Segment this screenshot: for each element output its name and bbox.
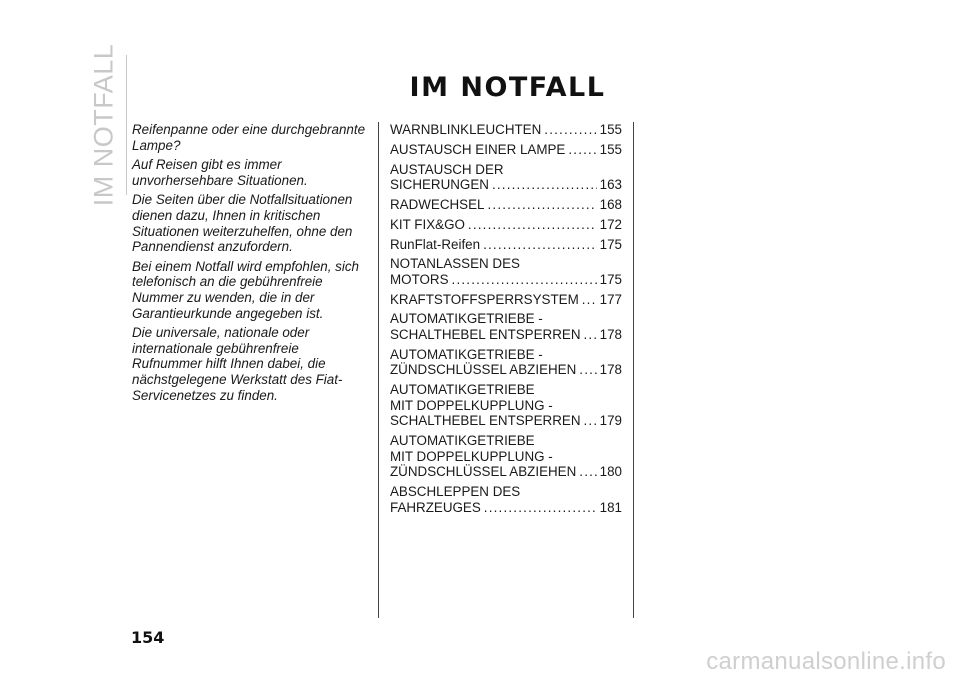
toc-page-number: 155 xyxy=(599,122,622,137)
toc-dot-leader xyxy=(492,177,597,193)
toc-entry-label: FAHRZEUGES xyxy=(390,499,481,515)
toc-entry[interactable] xyxy=(390,162,622,193)
side-tab-label: IM NOTFALL xyxy=(88,43,119,207)
toc-dot-leader xyxy=(488,197,597,213)
toc-dot-leader xyxy=(584,413,597,429)
toc-page-number: 180 xyxy=(599,464,622,480)
toc-entry-label: AUTOMATIKGETRIEBE - xyxy=(390,346,543,362)
toc-entry-label: SICHERUNGEN xyxy=(390,177,489,193)
table-of-contents xyxy=(390,122,622,520)
toc-entry[interactable] xyxy=(390,347,622,378)
toc-entry[interactable] xyxy=(390,484,622,515)
toc-page-number: 178 xyxy=(599,327,622,343)
toc-entry[interactable] xyxy=(390,197,622,213)
toc-entry[interactable] xyxy=(390,237,622,253)
toc-entry-label: AUTOMATIKGETRIEBE - xyxy=(390,311,543,327)
toc-page-number: 181 xyxy=(599,499,622,515)
intro-paragraph: Reifenpanne oder eine durchgebrannte Lampe? xyxy=(132,122,366,153)
toc-entry-label: KIT FIX&GO xyxy=(390,216,465,232)
toc-page-number: 177 xyxy=(599,291,622,307)
intro-text xyxy=(132,122,368,407)
toc-entry[interactable] xyxy=(390,122,622,138)
page-title: IM NOTFALL xyxy=(409,72,606,104)
toc-entry-label: MIT DOPPELKUPPLUNG - xyxy=(390,448,553,464)
intro-paragraph: Die universale, nationale oder internationale gebührenfreie Rufnummer hilft Ihnen dabei, die nächstgelegene Werkstatt des Fiat-Servicenetzes zu finden. xyxy=(132,325,343,403)
intro-paragraph: Auf Reisen gibt es immer unvorhersehbare Situationen. xyxy=(132,157,308,188)
toc-dot-leader xyxy=(568,142,596,158)
toc-entry-label: MIT DOPPELKUPPLUNG - xyxy=(390,397,553,413)
column-divider-left xyxy=(378,122,379,618)
toc-page-number: 175 xyxy=(599,236,622,252)
toc-entry-label: RunFlat-Reifen xyxy=(390,236,481,252)
intro-paragraph: Die Seiten über die Notfallsituationen dienen dazu, Ihnen in kritischen Situationen weiterzuhelfen, ohne den Pannendienst anzufordern. xyxy=(132,192,353,255)
toc-entry[interactable] xyxy=(390,217,622,233)
toc-entry-label: AUTOMATIKGETRIEBE xyxy=(390,382,535,398)
toc-page-number: 179 xyxy=(599,413,622,429)
toc-dot-leader xyxy=(468,217,597,233)
toc-entry[interactable] xyxy=(390,311,622,342)
page-number: 154 xyxy=(131,628,165,647)
toc-entry-label: RADWECHSEL xyxy=(390,196,485,212)
toc-entry[interactable] xyxy=(390,292,622,308)
toc-page-number: 175 xyxy=(599,271,622,287)
toc-page-number: 172 xyxy=(599,216,622,232)
toc-dot-leader xyxy=(544,122,596,138)
toc-entry-label: AUSTAUSCH DER xyxy=(390,161,504,177)
toc-page-number: 178 xyxy=(599,362,622,378)
toc-page-number: 155 xyxy=(599,141,622,157)
toc-entry-label: ZÜNDSCHLÜSSEL ABZIEHEN xyxy=(390,464,577,480)
toc-entry[interactable] xyxy=(390,433,622,480)
toc-entry-label: ZÜNDSCHLÜSSEL ABZIEHEN xyxy=(390,362,577,378)
toc-entry[interactable] xyxy=(390,142,622,158)
toc-dot-leader xyxy=(579,362,596,378)
toc-dot-leader xyxy=(484,500,597,516)
toc-entry-label: SCHALTHEBEL ENTSPERREN xyxy=(390,413,581,429)
toc-dot-leader xyxy=(579,464,596,480)
toc-entry-label: SCHALTHEBEL ENTSPERREN xyxy=(390,327,581,343)
watermark: carmanualsonline.info xyxy=(706,648,946,675)
toc-page-number: 163 xyxy=(599,177,622,193)
column-divider-right xyxy=(633,122,634,618)
side-tab xyxy=(84,43,124,207)
toc-entry-label: MOTORS xyxy=(390,271,449,287)
toc-entry[interactable] xyxy=(390,256,622,287)
intro-paragraph: Bei einem Notfall wird empfohlen, sich telefonisch an die gebührenfreie Nummer zu wenden, die in der Garantieurkunde angegeben ist. xyxy=(132,258,360,321)
side-tab-divider xyxy=(126,55,127,195)
toc-page-number: 168 xyxy=(599,196,622,212)
toc-entry-label: AUSTAUSCH EINER LAMPE xyxy=(390,141,566,157)
toc-entry-label: KRAFTSTOFFSPERRSYSTEM xyxy=(390,291,579,307)
toc-dot-leader xyxy=(452,272,597,288)
toc-entry-label: WARNBLINKLEUCHTEN xyxy=(390,122,542,137)
toc-entry[interactable] xyxy=(390,382,622,429)
toc-entry-label: NOTANLASSEN DES xyxy=(390,256,520,272)
toc-dot-leader xyxy=(483,237,597,253)
toc-dot-leader xyxy=(584,327,597,343)
toc-entry-label: AUTOMATIKGETRIEBE xyxy=(390,433,535,449)
toc-entry-label: ABSCHLEPPEN DES xyxy=(390,484,521,500)
toc-dot-leader xyxy=(582,292,597,308)
